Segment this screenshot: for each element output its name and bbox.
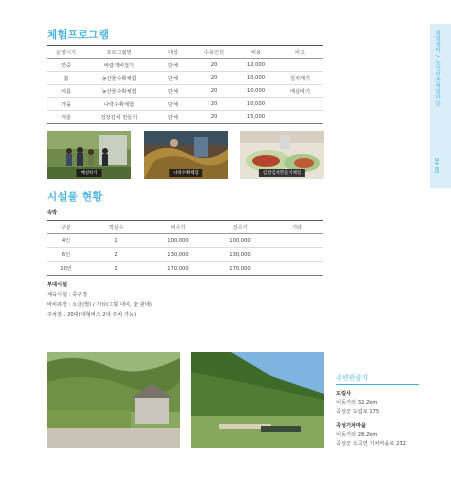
- photo-rice-harvest: [144, 131, 228, 179]
- header-cell: 기타: [291, 224, 303, 231]
- table-row: [47, 262, 323, 276]
- table-cell: 나락수확체험: [103, 101, 135, 108]
- table-row: [47, 85, 323, 98]
- table-cell: 10인: [60, 266, 72, 272]
- lodging-label: 숙박: [47, 210, 58, 216]
- table-cell: 170,000: [229, 265, 251, 272]
- table-cell: 농산물수확체험: [101, 75, 137, 82]
- nearby-item-name: 곡성기차마을: [336, 423, 367, 429]
- photo-field-image: [191, 352, 324, 448]
- header-cell: 객실수: [108, 224, 124, 231]
- table-cell: 바람개비접기: [103, 62, 135, 69]
- table-cell: 단체: [167, 88, 179, 95]
- table-cell: 2: [114, 251, 118, 258]
- table-cell: 130,000: [229, 251, 251, 258]
- header-cell: 수용인원: [203, 49, 225, 56]
- facility-table: [47, 220, 323, 276]
- photo-field: [191, 352, 324, 448]
- nearby-item-name: 도림사: [336, 391, 352, 397]
- sidebar-section-label: 체험센터 / 농산어촌체험마을: [434, 30, 440, 106]
- table-cell: 단체: [167, 114, 179, 121]
- table-cell: 농산물수확체험: [101, 88, 137, 95]
- nearby-item-distance: 이동거리 32.2km: [336, 400, 378, 406]
- table-cell: 100,000: [167, 237, 189, 244]
- table-cell: 6인: [61, 252, 71, 258]
- table-row: [47, 248, 323, 262]
- table-cell: 단체: [167, 101, 179, 108]
- extra-facility-line: 주차장 : 20대(대형버스 2대 주차 가능): [47, 312, 137, 318]
- facility-section-title: 시설물 현황: [47, 191, 103, 203]
- table-cell: 15,000: [246, 114, 266, 120]
- photo-facility-building-image: [47, 352, 180, 448]
- header-cell: 운영시기: [55, 49, 77, 56]
- header-cell: 비고: [294, 49, 306, 56]
- table-row: [47, 72, 323, 85]
- page-number: 84 85: [433, 158, 439, 174]
- table-row: [47, 59, 323, 72]
- table-cell: [277, 59, 323, 72]
- table-cell: 10,000: [246, 88, 266, 94]
- table-cell: 매실따기: [289, 88, 311, 95]
- table-cell: 12,000: [246, 62, 266, 68]
- extra-facility-line: 체육시설 : 족구장: [47, 292, 88, 298]
- photo-caption: 나락수확체험: [169, 169, 202, 177]
- nearby-item-distance: 이동거리 28.2km: [336, 432, 378, 438]
- table-cell: 1: [114, 237, 118, 244]
- table-cell: 20: [210, 62, 218, 68]
- header-cell: 프로그램명: [106, 49, 132, 56]
- table-row: [47, 234, 323, 248]
- table-cell: 여름: [60, 88, 72, 95]
- table-cell: 연중: [60, 62, 72, 69]
- nearby-title: 주변관광지: [336, 374, 368, 382]
- table-cell: 겨울: [60, 114, 72, 121]
- table-cell: 20: [210, 75, 218, 81]
- nearby-item-address: 곡성군 도림로 175: [336, 409, 380, 415]
- table-cell: 100,000: [229, 237, 251, 244]
- extra-facilities-label: 부대시설: [47, 282, 68, 288]
- table-cell: 170,000: [167, 265, 189, 272]
- photo-plum-picking: [47, 131, 131, 179]
- photo-facility-building: [47, 352, 180, 448]
- table-cell: [271, 262, 323, 276]
- table-cell: 김치케기: [289, 75, 311, 82]
- photo-kimchi: [240, 131, 324, 179]
- table-cell: 가을: [60, 101, 72, 108]
- table-cell: [277, 98, 323, 111]
- header-cell: 비용: [250, 49, 262, 56]
- table-cell: 130,000: [167, 251, 189, 258]
- facility-table-header: [47, 221, 323, 234]
- table-cell: 10,000: [246, 75, 266, 81]
- table-cell: 4인: [61, 238, 71, 244]
- table-cell: 20: [210, 114, 218, 120]
- table-cell: [271, 234, 323, 248]
- program-table: [47, 45, 323, 124]
- table-row: [47, 98, 323, 111]
- nearby-divider: [336, 384, 419, 385]
- extra-facility-line: 바비큐장 : 요금(별) / 기타(그릴 대여, 숯 판매): [47, 302, 152, 308]
- photo-caption: 김장김치만들기체험: [259, 169, 305, 177]
- program-table-header: [47, 46, 323, 59]
- program-section-title: 체험프로그램: [47, 29, 110, 41]
- photo-caption: 매실따기: [77, 169, 102, 177]
- header-cell: 구분: [60, 224, 72, 231]
- header-cell: 비수기: [170, 224, 186, 231]
- table-row: [47, 111, 323, 124]
- table-cell: 김장김치 만들기: [100, 114, 138, 121]
- table-cell: 20: [210, 101, 218, 107]
- table-cell: [271, 248, 323, 262]
- table-cell: 단체: [167, 75, 179, 82]
- table-cell: 단체: [167, 62, 179, 69]
- table-cell: 봄: [63, 75, 69, 82]
- header-cell: 대상: [167, 49, 179, 56]
- header-cell: 성수기: [232, 224, 248, 231]
- table-cell: [277, 111, 323, 124]
- table-cell: 20: [210, 88, 218, 94]
- table-cell: 1: [114, 265, 118, 272]
- nearby-item-address: 곡성군 오곡면 기차마을로 232: [336, 441, 406, 447]
- table-cell: 10,000: [246, 101, 266, 107]
